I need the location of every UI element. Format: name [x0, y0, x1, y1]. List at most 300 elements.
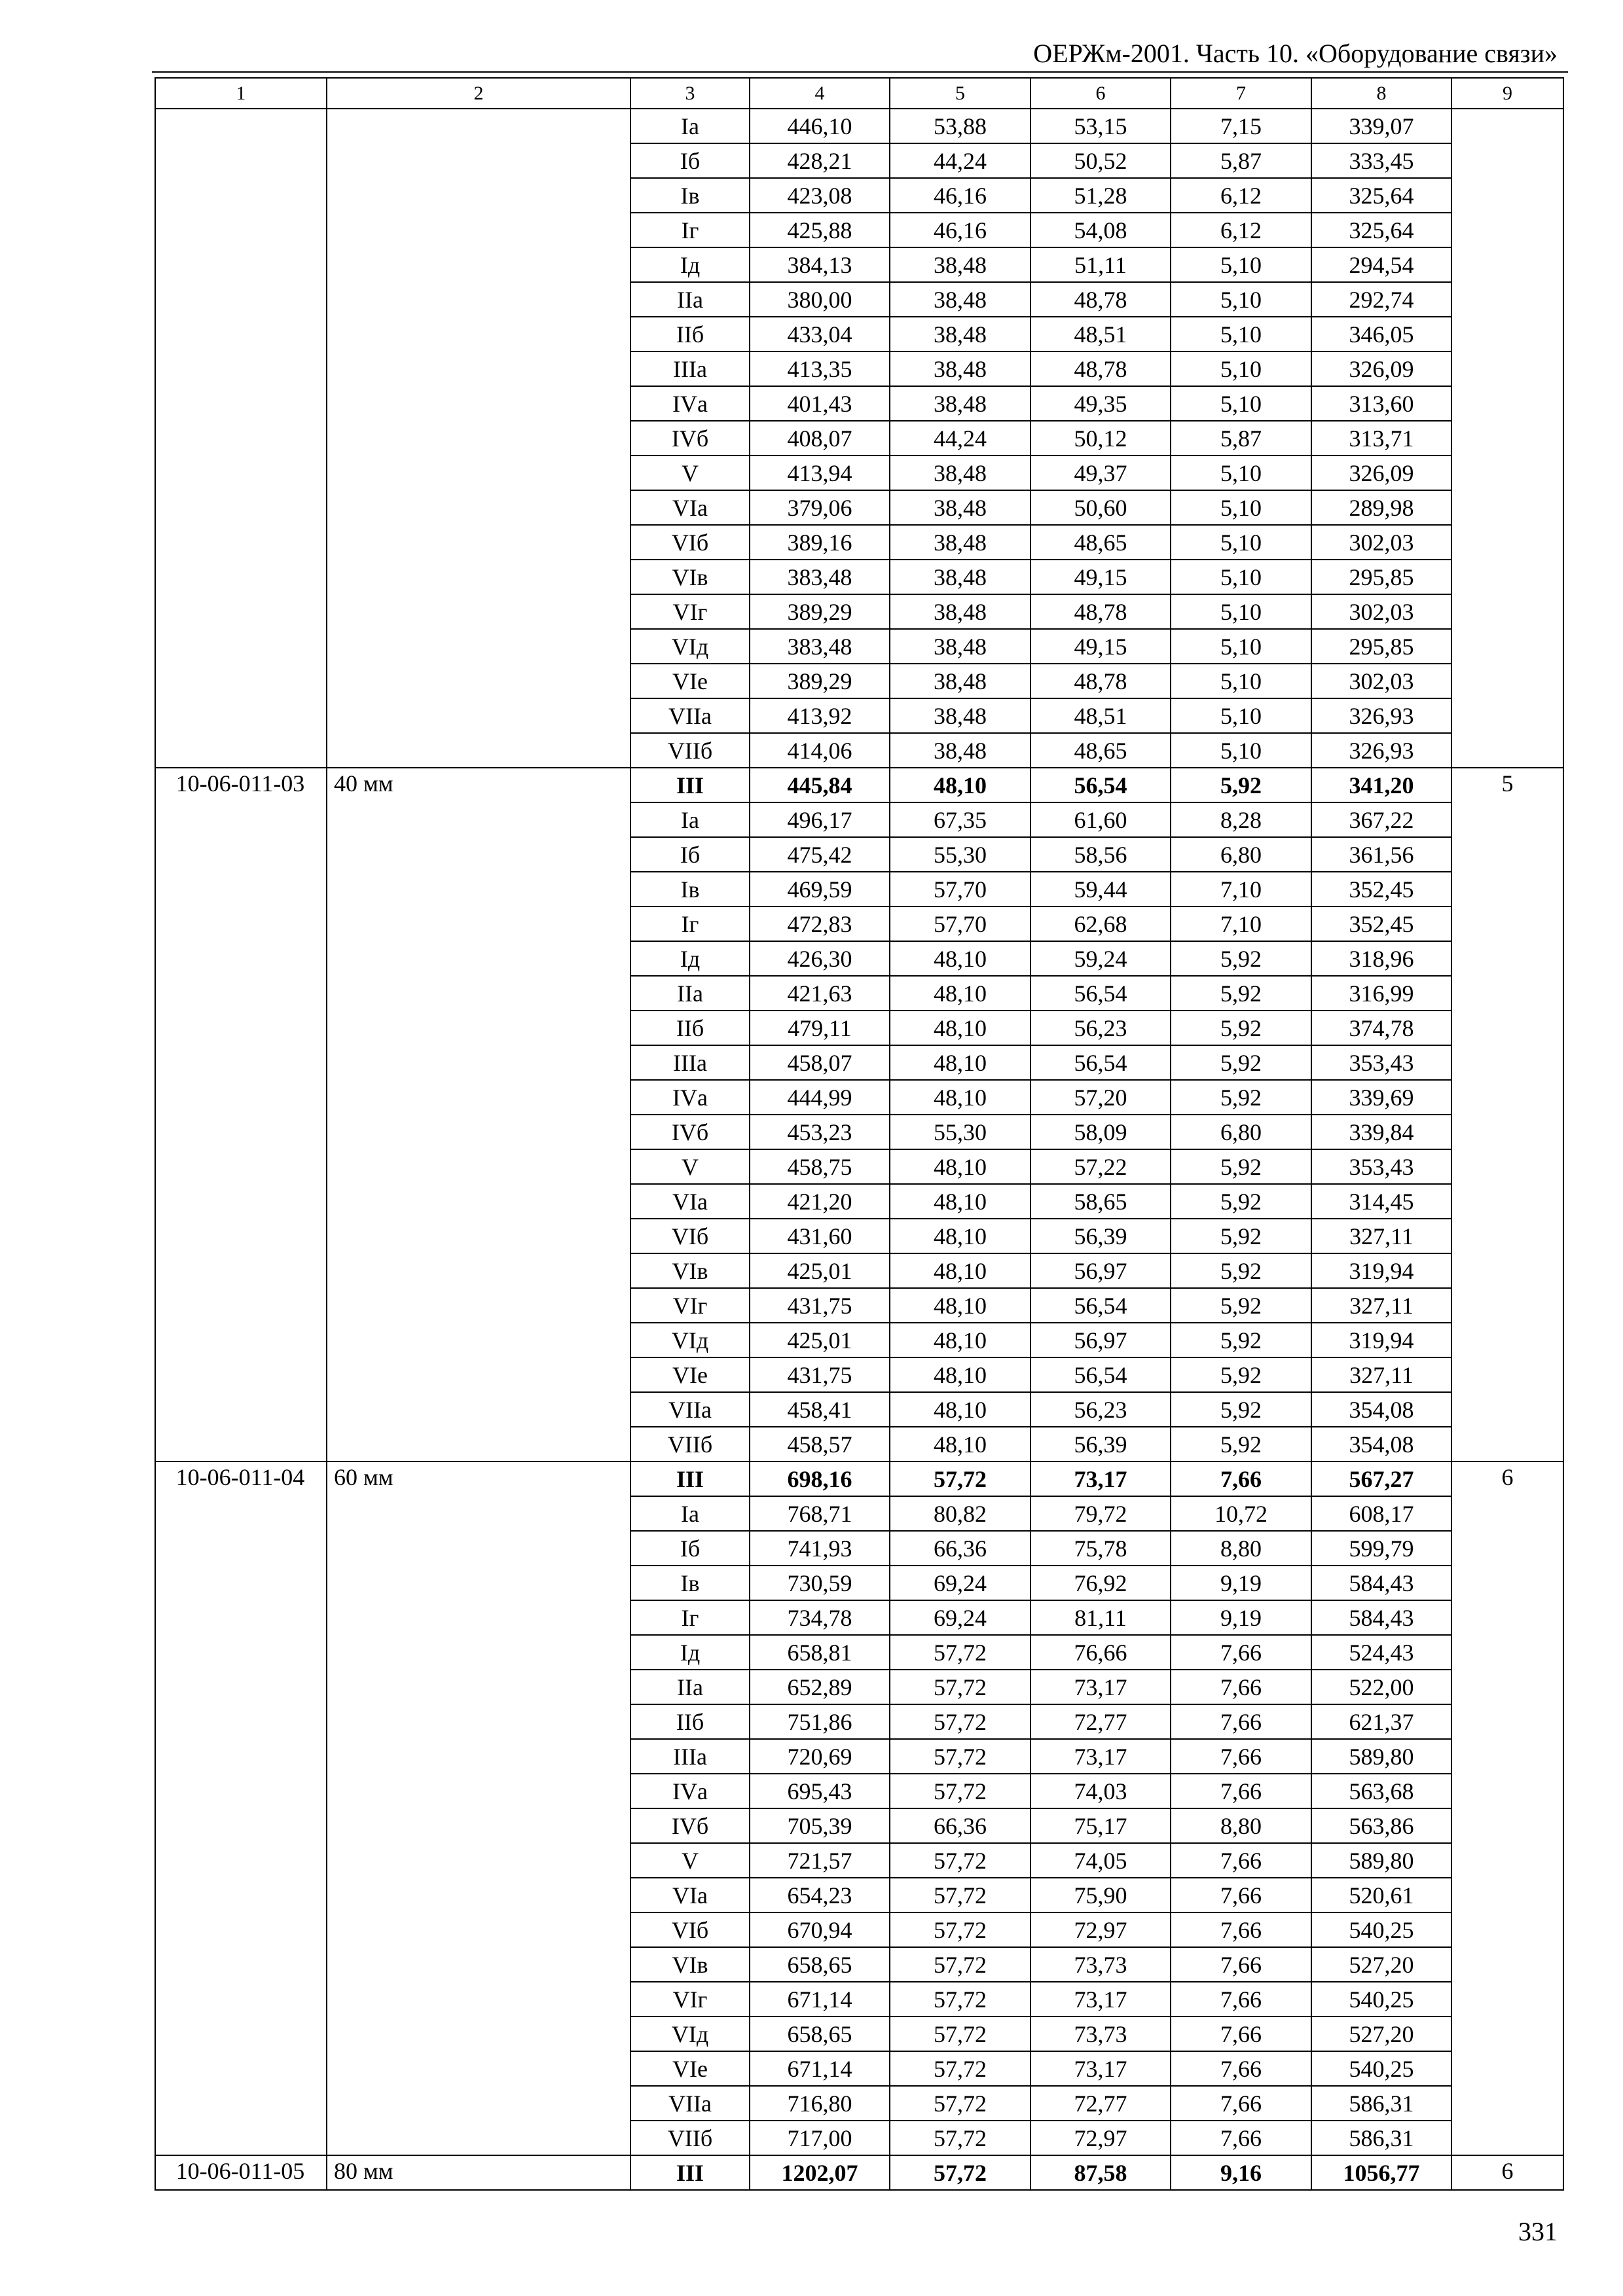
- cost-machinist-wages: 5,10: [1171, 664, 1311, 698]
- zone-code: IVб: [630, 1808, 750, 1843]
- cost-materials: 353,43: [1311, 1045, 1451, 1080]
- cost-total: 479,11: [750, 1011, 890, 1045]
- cost-wages: 66,36: [890, 1808, 1030, 1843]
- cost-machinist-wages: 5,92: [1171, 1357, 1311, 1392]
- cost-machinist-wages: 5,87: [1171, 143, 1311, 178]
- cost-machinist-wages: 5,10: [1171, 386, 1311, 421]
- cost-machines: 74,03: [1030, 1774, 1171, 1808]
- cost-materials: 325,64: [1311, 213, 1451, 247]
- cost-machines: 81,11: [1030, 1600, 1171, 1635]
- cost-total: 444,99: [750, 1080, 890, 1115]
- cost-machines: 76,92: [1030, 1566, 1171, 1600]
- cost-wages: 57,72: [890, 2051, 1030, 2086]
- zone-code: IIб: [630, 1704, 750, 1739]
- cost-machines: 72,77: [1030, 1704, 1171, 1739]
- cost-total: 698,16: [750, 1462, 890, 1496]
- cost-machinist-wages: 7,66: [1171, 1774, 1311, 1808]
- cost-materials: 586,31: [1311, 2086, 1451, 2121]
- cost-total: 389,29: [750, 664, 890, 698]
- column-number: 5: [890, 78, 1030, 109]
- cost-materials: 524,43: [1311, 1635, 1451, 1670]
- cost-machines: 56,23: [1030, 1011, 1171, 1045]
- cost-machinist-wages: 7,66: [1171, 1739, 1311, 1774]
- cost-total: 734,78: [750, 1600, 890, 1635]
- cost-wages: 57,72: [890, 1843, 1030, 1878]
- cost-machines: 56,54: [1030, 768, 1171, 802]
- cost-wages: 57,72: [890, 1462, 1030, 1496]
- cost-materials: 563,86: [1311, 1808, 1451, 1843]
- cost-total: 458,41: [750, 1392, 890, 1427]
- cost-machines: 48,78: [1030, 664, 1171, 698]
- cost-materials: 327,11: [1311, 1357, 1451, 1392]
- cost-materials: 289,98: [1311, 490, 1451, 525]
- zone-code: III: [630, 768, 750, 802]
- cost-total: 413,35: [750, 351, 890, 386]
- zone-code: Iа: [630, 802, 750, 837]
- cost-machinist-wages: 7,66: [1171, 1947, 1311, 1982]
- zone-code: Iг: [630, 906, 750, 941]
- cost-wages: 57,72: [890, 2155, 1030, 2190]
- cost-wages: 44,24: [890, 421, 1030, 456]
- cost-materials: 325,64: [1311, 178, 1451, 213]
- cost-machinist-wages: 5,10: [1171, 594, 1311, 629]
- norm-code: 10-06-011-05: [155, 2155, 327, 2190]
- cost-machines: 50,60: [1030, 490, 1171, 525]
- table-row: [155, 109, 1563, 143]
- cost-total: 658,65: [750, 1947, 890, 1982]
- cost-total: 389,16: [750, 525, 890, 560]
- cost-machinist-wages: 7,66: [1171, 2121, 1311, 2155]
- cost-machinist-wages: 5,92: [1171, 1080, 1311, 1115]
- zone-code: Iг: [630, 213, 750, 247]
- cost-machines: 73,17: [1030, 1462, 1171, 1496]
- column-number: 4: [750, 78, 890, 109]
- zone-code: VIг: [630, 1288, 750, 1323]
- zone-code: VIб: [630, 525, 750, 560]
- zone-code: IIIа: [630, 351, 750, 386]
- cost-machines: 87,58: [1030, 2155, 1171, 2190]
- cost-wages: 38,48: [890, 247, 1030, 282]
- zone-code: VIа: [630, 1878, 750, 1912]
- cost-machines: 75,17: [1030, 1808, 1171, 1843]
- norm-code: 10-06-011-03: [155, 768, 327, 1462]
- cost-machines: 79,72: [1030, 1496, 1171, 1531]
- column-number: 2: [327, 78, 630, 109]
- cost-materials: 319,94: [1311, 1323, 1451, 1357]
- cost-total: 695,43: [750, 1774, 890, 1808]
- cost-total: 475,42: [750, 837, 890, 872]
- cost-total: 425,88: [750, 213, 890, 247]
- cost-machines: 72,77: [1030, 2086, 1171, 2121]
- zone-code: VIIа: [630, 1392, 750, 1427]
- cost-wages: 38,48: [890, 490, 1030, 525]
- zone-code: IIIа: [630, 1045, 750, 1080]
- cost-wages: 57,72: [890, 1774, 1030, 1808]
- cost-machines: 56,97: [1030, 1253, 1171, 1288]
- cost-materials: 318,96: [1311, 941, 1451, 976]
- cost-machines: 56,39: [1030, 1219, 1171, 1253]
- cost-machinist-wages: 5,92: [1171, 1427, 1311, 1462]
- running-header: ОЕРЖм-2001. Часть 10. «Оборудование связи»: [1033, 39, 1558, 68]
- zone-code: IIIа: [630, 1739, 750, 1774]
- zone-code: VIа: [630, 490, 750, 525]
- cost-total: 1202,07: [750, 2155, 890, 2190]
- header-rule: [152, 71, 1568, 73]
- cost-machinist-wages: 7,66: [1171, 1982, 1311, 2017]
- cost-machines: 57,20: [1030, 1080, 1171, 1115]
- cost-machines: 73,17: [1030, 1739, 1171, 1774]
- cost-wages: 38,48: [890, 317, 1030, 351]
- cost-machinist-wages: 7,66: [1171, 1635, 1311, 1670]
- cost-total: 413,94: [750, 456, 890, 490]
- cost-machines: 72,97: [1030, 2121, 1171, 2155]
- cost-materials: 333,45: [1311, 143, 1451, 178]
- cost-materials: 316,99: [1311, 976, 1451, 1011]
- cost-machines: 56,23: [1030, 1392, 1171, 1427]
- zone-code: Iв: [630, 872, 750, 906]
- cost-wages: 53,88: [890, 109, 1030, 143]
- column-number: 7: [1171, 78, 1311, 109]
- cost-wages: 44,24: [890, 143, 1030, 178]
- column-9-value: 6: [1451, 2155, 1563, 2190]
- cost-materials: 608,17: [1311, 1496, 1451, 1531]
- cost-machinist-wages: 5,10: [1171, 560, 1311, 594]
- zone-code: IIа: [630, 1670, 750, 1704]
- cost-machinist-wages: 5,10: [1171, 456, 1311, 490]
- cost-machinist-wages: 7,66: [1171, 2017, 1311, 2051]
- cost-materials: 313,71: [1311, 421, 1451, 456]
- cost-machinist-wages: 5,92: [1171, 1323, 1311, 1357]
- norm-description: [327, 109, 630, 768]
- cost-total: 380,00: [750, 282, 890, 317]
- zone-code: V: [630, 456, 750, 490]
- zone-code: III: [630, 1462, 750, 1496]
- cost-materials: 586,31: [1311, 2121, 1451, 2155]
- cost-machinist-wages: 5,92: [1171, 1184, 1311, 1219]
- zone-code: V: [630, 1843, 750, 1878]
- zone-code: VIб: [630, 1219, 750, 1253]
- cost-total: 496,17: [750, 802, 890, 837]
- column-number: 1: [155, 78, 327, 109]
- cost-wages: 67,35: [890, 802, 1030, 837]
- cost-machines: 58,09: [1030, 1115, 1171, 1149]
- cost-wages: 57,72: [890, 1739, 1030, 1774]
- zone-code: IIб: [630, 317, 750, 351]
- cost-machines: 75,90: [1030, 1878, 1171, 1912]
- zone-code: IVб: [630, 421, 750, 456]
- cost-total: 458,07: [750, 1045, 890, 1080]
- cost-machines: 54,08: [1030, 213, 1171, 247]
- cost-materials: 527,20: [1311, 1947, 1451, 1982]
- cost-total: 414,06: [750, 733, 890, 768]
- column-number: 9: [1451, 78, 1563, 109]
- cost-machines: 49,15: [1030, 560, 1171, 594]
- cost-total: 383,48: [750, 629, 890, 664]
- cost-machines: 48,78: [1030, 351, 1171, 386]
- cost-machines: 48,51: [1030, 698, 1171, 733]
- cost-machinist-wages: 7,66: [1171, 1704, 1311, 1739]
- cost-wages: 57,70: [890, 906, 1030, 941]
- cost-wages: 57,72: [890, 1635, 1030, 1670]
- cost-total: 428,21: [750, 143, 890, 178]
- cost-machines: 59,24: [1030, 941, 1171, 976]
- column-9-value: 6: [1451, 1462, 1563, 2155]
- zone-code: VIIб: [630, 2121, 750, 2155]
- cost-machines: 73,17: [1030, 2051, 1171, 2086]
- cost-machinist-wages: 5,10: [1171, 698, 1311, 733]
- cost-machinist-wages: 6,12: [1171, 178, 1311, 213]
- cost-total: 720,69: [750, 1739, 890, 1774]
- cost-total: 401,43: [750, 386, 890, 421]
- cost-materials: 589,80: [1311, 1739, 1451, 1774]
- cost-machinist-wages: 5,92: [1171, 1288, 1311, 1323]
- cost-total: 751,86: [750, 1704, 890, 1739]
- page-number: 331: [1518, 2217, 1558, 2246]
- cost-total: 426,30: [750, 941, 890, 976]
- zone-code: VIIб: [630, 733, 750, 768]
- cost-machinist-wages: 8,28: [1171, 802, 1311, 837]
- norm-code: [155, 109, 327, 768]
- cost-machines: 56,54: [1030, 976, 1171, 1011]
- cost-machines: 73,17: [1030, 1670, 1171, 1704]
- cost-wages: 38,48: [890, 525, 1030, 560]
- cost-materials: 302,03: [1311, 594, 1451, 629]
- cost-materials: 302,03: [1311, 525, 1451, 560]
- cost-wages: 38,48: [890, 456, 1030, 490]
- cost-machinist-wages: 8,80: [1171, 1531, 1311, 1566]
- cost-machines: 59,44: [1030, 872, 1171, 906]
- cost-total: 453,23: [750, 1115, 890, 1149]
- cost-machines: 49,37: [1030, 456, 1171, 490]
- zone-code: Iа: [630, 1496, 750, 1531]
- cost-total: 705,39: [750, 1808, 890, 1843]
- cost-total: 445,84: [750, 768, 890, 802]
- cost-wages: 38,48: [890, 386, 1030, 421]
- column-number: 6: [1030, 78, 1171, 109]
- cost-machines: 56,39: [1030, 1427, 1171, 1462]
- zone-code: IVа: [630, 1080, 750, 1115]
- cost-machinist-wages: 9,19: [1171, 1600, 1311, 1635]
- cost-machines: 58,56: [1030, 837, 1171, 872]
- zone-code: VIе: [630, 2051, 750, 2086]
- cost-total: 658,81: [750, 1635, 890, 1670]
- cost-wages: 48,10: [890, 1011, 1030, 1045]
- cost-total: 458,75: [750, 1149, 890, 1184]
- cost-machines: 58,65: [1030, 1184, 1171, 1219]
- cost-machines: 74,05: [1030, 1843, 1171, 1878]
- zone-code: IIа: [630, 282, 750, 317]
- cost-machinist-wages: 9,16: [1171, 2155, 1311, 2190]
- zone-code: VIд: [630, 629, 750, 664]
- cost-materials: 292,74: [1311, 282, 1451, 317]
- cost-materials: 339,84: [1311, 1115, 1451, 1149]
- cost-wages: 55,30: [890, 837, 1030, 872]
- zone-code: Iд: [630, 1635, 750, 1670]
- cost-machines: 75,78: [1030, 1531, 1171, 1566]
- cost-wages: 46,16: [890, 213, 1030, 247]
- cost-total: 730,59: [750, 1566, 890, 1600]
- cost-machinist-wages: 7,10: [1171, 872, 1311, 906]
- cost-total: 472,83: [750, 906, 890, 941]
- cost-wages: 38,48: [890, 594, 1030, 629]
- cost-wages: 48,10: [890, 1080, 1030, 1115]
- cost-total: 768,71: [750, 1496, 890, 1531]
- cost-machinist-wages: 5,10: [1171, 733, 1311, 768]
- cost-materials: 353,43: [1311, 1149, 1451, 1184]
- cost-wages: 48,10: [890, 1219, 1030, 1253]
- cost-machines: 73,73: [1030, 1947, 1171, 1982]
- cost-wages: 48,10: [890, 768, 1030, 802]
- cost-materials: 346,05: [1311, 317, 1451, 351]
- zone-code: VIг: [630, 594, 750, 629]
- cost-total: 421,20: [750, 1184, 890, 1219]
- cost-wages: 57,72: [890, 1670, 1030, 1704]
- cost-wages: 48,10: [890, 1253, 1030, 1288]
- cost-total: 431,60: [750, 1219, 890, 1253]
- cost-materials: 584,43: [1311, 1566, 1451, 1600]
- cost-materials: 313,60: [1311, 386, 1451, 421]
- cost-total: 671,14: [750, 2051, 890, 2086]
- cost-materials: 540,25: [1311, 1982, 1451, 2017]
- zone-code: VIе: [630, 1357, 750, 1392]
- cost-machinist-wages: 7,15: [1171, 109, 1311, 143]
- cost-total: 446,10: [750, 109, 890, 143]
- cost-machinist-wages: 5,92: [1171, 1149, 1311, 1184]
- zone-code: VIIа: [630, 698, 750, 733]
- zone-code: IVб: [630, 1115, 750, 1149]
- cost-total: 423,08: [750, 178, 890, 213]
- cost-materials: 314,45: [1311, 1184, 1451, 1219]
- cost-total: 431,75: [750, 1357, 890, 1392]
- zone-code: VIв: [630, 560, 750, 594]
- cost-materials: 354,08: [1311, 1427, 1451, 1462]
- cost-materials: 352,45: [1311, 906, 1451, 941]
- cost-total: 384,13: [750, 247, 890, 282]
- cost-materials: 527,20: [1311, 2017, 1451, 2051]
- table-body: [155, 78, 1563, 2190]
- cost-machinist-wages: 7,66: [1171, 2051, 1311, 2086]
- zone-code: V: [630, 1149, 750, 1184]
- cost-machinist-wages: 6,80: [1171, 1115, 1311, 1149]
- cost-machinist-wages: 6,80: [1171, 837, 1311, 872]
- table-row: [155, 1462, 1563, 1496]
- cost-total: 469,59: [750, 872, 890, 906]
- zone-code: Iг: [630, 1600, 750, 1635]
- cost-machines: 48,51: [1030, 317, 1171, 351]
- column-number: 8: [1311, 78, 1451, 109]
- cost-wages: 38,48: [890, 560, 1030, 594]
- cost-wages: 38,48: [890, 664, 1030, 698]
- cost-materials: 374,78: [1311, 1011, 1451, 1045]
- cost-machinist-wages: 5,92: [1171, 1253, 1311, 1288]
- cost-wages: 48,10: [890, 1184, 1030, 1219]
- zone-code: IVа: [630, 386, 750, 421]
- cost-machines: 76,66: [1030, 1635, 1171, 1670]
- cost-wages: 57,70: [890, 872, 1030, 906]
- cost-machines: 56,54: [1030, 1357, 1171, 1392]
- cost-wages: 80,82: [890, 1496, 1030, 1531]
- cost-total: 383,48: [750, 560, 890, 594]
- cost-machines: 51,28: [1030, 178, 1171, 213]
- cost-wages: 69,24: [890, 1566, 1030, 1600]
- cost-machines: 61,60: [1030, 802, 1171, 837]
- cost-machines: 56,54: [1030, 1045, 1171, 1080]
- cost-machinist-wages: 6,12: [1171, 213, 1311, 247]
- zone-code: VIIб: [630, 1427, 750, 1462]
- cost-machines: 48,65: [1030, 733, 1171, 768]
- zone-code: VIв: [630, 1253, 750, 1288]
- zone-code: Iб: [630, 837, 750, 872]
- zone-code: VIа: [630, 1184, 750, 1219]
- cost-total: 717,00: [750, 2121, 890, 2155]
- cost-materials: 327,11: [1311, 1219, 1451, 1253]
- cost-machines: 48,65: [1030, 525, 1171, 560]
- cost-materials: 339,69: [1311, 1080, 1451, 1115]
- cost-machinist-wages: 10,72: [1171, 1496, 1311, 1531]
- cost-machines: 73,17: [1030, 1982, 1171, 2017]
- zone-code: III: [630, 2155, 750, 2190]
- cost-wages: 57,72: [890, 2017, 1030, 2051]
- cost-wages: 48,10: [890, 1427, 1030, 1462]
- cost-total: 741,93: [750, 1531, 890, 1566]
- column-number-row: [155, 78, 1563, 109]
- cost-machines: 50,52: [1030, 143, 1171, 178]
- zone-code: VIб: [630, 1912, 750, 1947]
- cost-total: 413,92: [750, 698, 890, 733]
- cost-materials: 339,07: [1311, 109, 1451, 143]
- cost-machinist-wages: 7,66: [1171, 2086, 1311, 2121]
- cost-machines: 50,12: [1030, 421, 1171, 456]
- cost-wages: 48,10: [890, 976, 1030, 1011]
- cost-total: 389,29: [750, 594, 890, 629]
- cost-wages: 38,48: [890, 282, 1030, 317]
- cost-machinist-wages: 5,10: [1171, 247, 1311, 282]
- cost-machinist-wages: 5,10: [1171, 629, 1311, 664]
- zone-code: IIб: [630, 1011, 750, 1045]
- cost-materials: 540,25: [1311, 1912, 1451, 1947]
- cost-machines: 51,11: [1030, 247, 1171, 282]
- cost-materials: 326,93: [1311, 733, 1451, 768]
- cost-total: 379,06: [750, 490, 890, 525]
- cost-machines: 48,78: [1030, 594, 1171, 629]
- cost-materials: 621,37: [1311, 1704, 1451, 1739]
- cost-materials: 294,54: [1311, 247, 1451, 282]
- cost-materials: 326,93: [1311, 698, 1451, 733]
- zone-code: VIе: [630, 664, 750, 698]
- cost-wages: 38,48: [890, 351, 1030, 386]
- cost-machinist-wages: 9,19: [1171, 1566, 1311, 1600]
- cost-machinist-wages: 7,66: [1171, 1462, 1311, 1496]
- cost-machines: 57,22: [1030, 1149, 1171, 1184]
- cost-machinist-wages: 7,66: [1171, 1670, 1311, 1704]
- cost-total: 670,94: [750, 1912, 890, 1947]
- cost-materials: 540,25: [1311, 2051, 1451, 2086]
- cost-total: 652,89: [750, 1670, 890, 1704]
- cost-total: 716,80: [750, 2086, 890, 2121]
- cost-machines: 72,97: [1030, 1912, 1171, 1947]
- cost-machinist-wages: 5,10: [1171, 490, 1311, 525]
- cost-materials: 326,09: [1311, 351, 1451, 386]
- cost-machinist-wages: 5,92: [1171, 1219, 1311, 1253]
- cost-wages: 48,10: [890, 1288, 1030, 1323]
- zone-code: VIд: [630, 1323, 750, 1357]
- cost-machines: 53,15: [1030, 109, 1171, 143]
- zone-code: VIг: [630, 1982, 750, 2017]
- zone-code: VIв: [630, 1947, 750, 1982]
- cost-machines: 56,97: [1030, 1323, 1171, 1357]
- cost-wages: 57,72: [890, 2121, 1030, 2155]
- cost-total: 721,57: [750, 1843, 890, 1878]
